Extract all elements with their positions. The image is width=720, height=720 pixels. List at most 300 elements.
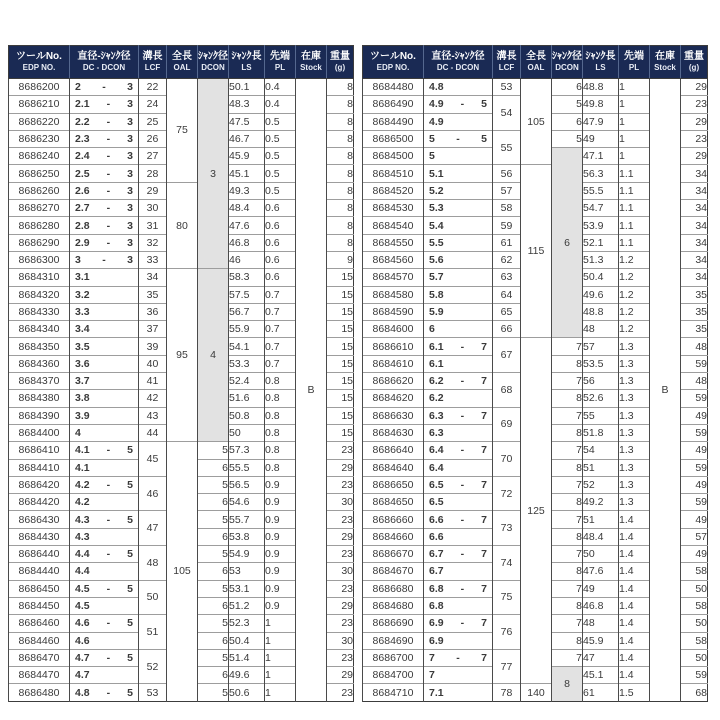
cell-weight: 23 [681,130,708,147]
cell-ls: 50.4 [583,269,619,286]
cell-dcon: 5 [198,511,229,528]
cell-ls: 54.6 [229,494,265,511]
cell-pl: 1 [265,684,296,701]
cell-pl: 1.1 [619,182,650,199]
cell-dc-dcon [70,217,139,234]
cell-dcon: 5 [552,130,583,147]
cell-ls: 51.8 [583,424,619,441]
cell-dc-dcon [70,286,139,303]
dc-value: 5.5 [429,236,444,249]
col-header-en: DC - DCON [436,63,480,72]
cell-lcf: 22 [139,79,167,96]
cell-dcon: 8 [552,355,583,372]
cell-weight: 35 [681,321,708,338]
dc-value: 3.4 [75,323,90,336]
cell-ls: 55.7 [229,511,265,528]
cell-dcon: 5 [198,684,229,701]
cell-edp-no: 8684700 [363,667,424,684]
cell-dc-dcon [424,511,493,528]
cell-pl: 1 [619,96,650,113]
cell-edp-no: 8686290 [9,234,70,251]
cell-ls: 57.5 [229,286,265,303]
dc-value: 2.4 - 3 [75,150,133,163]
cell-edp-no: 8686680 [363,580,424,597]
cell-dcon: 5 [198,615,229,632]
cell-weight: 8 [327,96,354,113]
cell-lcf: 68 [493,373,521,408]
cell-ls: 49.6 [583,286,619,303]
cell-edp-no: 8684470 [9,667,70,684]
cell-oal: 75 [167,79,198,183]
col-header-dc [424,46,493,79]
cell-dc-dcon [424,494,493,511]
cell-edp-no: 8686640 [363,442,424,459]
cell-pl: 1.2 [619,269,650,286]
cell-lcf: 66 [493,321,521,338]
cell-pl: 1.3 [619,442,650,459]
cell-dc-dcon [70,684,139,701]
cell-dcon: 6 [198,563,229,580]
cell-weight: 34 [681,251,708,268]
spec-table-left [8,45,354,702]
cell-dcon: 8 [552,390,583,407]
cell-weight: 34 [681,165,708,182]
cell-lcf: 52 [139,649,167,684]
col-header-jp: 在庫 [301,51,321,62]
cell-ls: 54.9 [229,546,265,563]
cell-edp-no: 8684370 [9,373,70,390]
cell-lcf: 28 [139,165,167,182]
cell-pl: 1.4 [619,649,650,666]
cell-ls: 56 [583,373,619,390]
cell-lcf: 47 [139,511,167,546]
cell-ls: 51 [583,459,619,476]
cell-dc-dcon [70,96,139,113]
cell-weight: 58 [681,563,708,580]
dc-value: 7.1 [429,686,444,699]
cell-dc-dcon [70,649,139,666]
cell-weight: 68 [681,684,708,701]
cell-dc-dcon [70,234,139,251]
col-header-oal [167,46,198,79]
cell-edp-no: 8686650 [363,476,424,493]
col-header-jp: 全長 [172,51,192,62]
cell-pl: 1.3 [619,424,650,441]
cell-ls: 49.2 [583,494,619,511]
cell-dcon: 7 [552,615,583,632]
cell-edp-no: 8684490 [363,113,424,130]
cell-pl: 1.1 [619,217,650,234]
cell-dc-dcon [70,511,139,528]
col-header-jp: 重量 [684,51,704,62]
cell-pl: 0.6 [265,251,296,268]
cell-lcf: 46 [139,476,167,511]
cell-weight: 49 [681,407,708,424]
cell-ls: 52.3 [229,615,265,632]
cell-lcf: 53 [139,684,167,701]
cell-lcf: 26 [139,130,167,147]
col-header-en: (g) [688,63,700,72]
cell-weight: 34 [681,217,708,234]
dc-value: 6.7 [429,565,444,578]
cell-ls: 54 [583,442,619,459]
cell-weight: 48 [681,338,708,355]
cell-pl: 0.6 [265,217,296,234]
dc-value: 6.8 [429,600,444,613]
cell-ls: 47.5 [229,113,265,130]
cell-lcf: 30 [139,200,167,217]
cell-dc-dcon [70,269,139,286]
cell-edp-no: 8684620 [363,390,424,407]
cell-ls: 53.1 [229,580,265,597]
cell-pl: 1.3 [619,338,650,355]
col-header-jp: ｼｬﾝｸ長 [585,51,616,62]
dc-value: 4.1 [75,461,90,474]
cell-ls: 54.1 [229,338,265,355]
col-header-ls [583,46,619,79]
col-header-jp: 溝長 [142,51,163,62]
dc-value: 6.6 - 7 [429,513,487,526]
col-header-en: Stock [300,63,322,72]
cell-edp-no: 8684680 [363,597,424,614]
cell-dc-dcon [424,200,493,217]
cell-ls: 45.9 [229,148,265,165]
dc-value: 5.4 [429,219,444,232]
cell-dc-dcon [424,615,493,632]
cell-ls: 45.1 [229,165,265,182]
cell-ls: 50 [583,546,619,563]
cell-lcf: 76 [493,615,521,650]
cell-edp-no: 8684540 [363,217,424,234]
cell-weight: 29 [681,113,708,130]
cell-weight: 8 [327,79,354,96]
col-header-lcf [139,46,167,79]
cell-dc-dcon [424,165,493,182]
cell-dcon: 7 [552,442,583,459]
cell-ls: 54.7 [583,200,619,217]
cell-pl: 1.4 [619,597,650,614]
dc-value: 5.9 [429,306,444,318]
cell-dcon: 6 [198,632,229,649]
cell-dcon: 7 [552,511,583,528]
cell-stock: B [296,79,327,702]
dc-value: 2.1 - 3 [75,98,133,111]
cell-pl: 0.4 [265,96,296,113]
cell-ls: 56.5 [229,476,265,493]
cell-lcf: 42 [139,390,167,407]
cell-dc-dcon [70,338,139,355]
cell-dc-dcon [424,563,493,580]
cell-ls: 50 [229,424,265,441]
cell-ls: 52 [583,476,619,493]
cell-pl: 0.9 [265,476,296,493]
cell-dc-dcon [70,251,139,268]
cell-edp-no: 8686430 [9,511,70,528]
cell-pl: 0.9 [265,511,296,528]
cell-oal: 95 [167,269,198,442]
cell-weight: 29 [681,79,708,96]
cell-lcf: 41 [139,373,167,390]
cell-ls: 53 [229,563,265,580]
cell-weight: 8 [327,200,354,217]
cell-edp-no: 8684410 [9,459,70,476]
cell-pl: 0.9 [265,528,296,545]
cell-pl: 1 [619,130,650,147]
cell-pl: 1.3 [619,459,650,476]
cell-dc-dcon [70,355,139,372]
cell-pl: 0.8 [265,390,296,407]
cell-edp-no: 8684610 [363,355,424,372]
cell-lcf: 36 [139,303,167,320]
cell-dc-dcon [424,321,493,338]
cell-ls: 49 [583,580,619,597]
cell-weight: 29 [681,148,708,165]
cell-stock: B [650,79,681,702]
cell-ls: 61 [583,684,619,701]
dc-value: 3.8 [75,392,90,405]
dc-value: 6.3 [429,427,444,440]
cell-dc-dcon [70,597,139,614]
cell-weight: 15 [327,286,354,303]
cell-pl: 1 [619,113,650,130]
cell-ls: 48 [583,321,619,338]
cell-ls: 51.6 [229,390,265,407]
table-row [9,79,354,96]
col-header-jp: ｼｬﾝｸ長 [231,51,262,62]
cell-lcf: 45 [139,442,167,477]
cell-pl: 1.3 [619,476,650,493]
cell-edp-no: 8686660 [363,511,424,528]
cell-dcon: 7 [552,373,583,390]
cell-edp-no: 8686230 [9,130,70,147]
cell-weight: 35 [681,303,708,320]
cell-lcf: 78 [493,684,521,701]
col-header-en: DC - DCON [82,63,126,72]
cell-dcon: 6 [198,528,229,545]
cell-edp-no: 8686210 [9,96,70,113]
dc-value: 2.3 - 3 [75,133,133,146]
cell-lcf: 65 [493,303,521,320]
cell-pl: 1.2 [619,303,650,320]
cell-pl: 1.3 [619,355,650,372]
cell-lcf: 33 [139,251,167,268]
cell-pl: 1.3 [619,494,650,511]
cell-pl: 1.1 [619,234,650,251]
cell-edp-no: 8686300 [9,251,70,268]
col-header-ls [229,46,265,79]
cell-pl: 1.4 [619,667,650,684]
col-header-jp: ツールNo. [16,51,62,62]
cell-pl: 1.5 [619,684,650,701]
cell-ls: 47.1 [583,148,619,165]
cell-ls: 48.8 [583,79,619,96]
cell-dcon: 8 [552,459,583,476]
cell-ls: 50.8 [229,407,265,424]
cell-oal: 125 [521,338,552,684]
cell-pl: 0.9 [265,597,296,614]
cell-dc-dcon [424,667,493,684]
col-header-edp [363,46,424,79]
cell-pl: 1.2 [619,286,650,303]
dc-value: 4.3 - 5 [75,513,133,526]
cell-weight: 59 [681,494,708,511]
cell-pl: 0.4 [265,79,296,96]
col-header-jp: 全長 [526,51,546,62]
cell-dc-dcon [424,580,493,597]
cell-lcf: 62 [493,251,521,268]
cell-lcf: 34 [139,269,167,286]
cell-weight: 34 [681,200,708,217]
cell-lcf: 58 [493,200,521,217]
cell-weight: 30 [327,494,354,511]
cell-dc-dcon [70,476,139,493]
dc-value: 5 [429,150,435,163]
cell-ls: 50.1 [229,79,265,96]
cell-weight: 34 [681,269,708,286]
dc-value: 5.8 [429,288,444,301]
cell-lcf: 50 [139,580,167,615]
cell-lcf: 75 [493,580,521,615]
cell-ls: 57 [583,338,619,355]
col-header-stock [296,46,327,79]
cell-pl: 0.7 [265,286,296,303]
cell-weight: 9 [327,251,354,268]
cell-edp-no: 8684390 [9,407,70,424]
cell-weight: 50 [681,615,708,632]
dc-value: 3.6 [75,357,90,370]
cell-edp-no: 8684380 [9,390,70,407]
cell-weight: 8 [327,182,354,199]
dc-value: 6.5 [429,496,444,509]
dc-value: 3.3 [75,306,90,318]
cell-dc-dcon [424,113,493,130]
cell-weight: 8 [327,217,354,234]
cell-edp-no: 8686220 [9,113,70,130]
cell-dcon: 6 [198,597,229,614]
cell-dc-dcon [70,494,139,511]
dc-value: 6.3 - 7 [429,409,487,422]
cell-ls: 45.9 [583,632,619,649]
dc-value: 4.4 [75,565,90,578]
cell-edp-no: 8684690 [363,632,424,649]
cell-pl: 1.4 [619,632,650,649]
cell-lcf: 77 [493,649,521,684]
cell-weight: 15 [327,321,354,338]
cell-pl: 1.2 [619,321,650,338]
cell-weight: 30 [327,632,354,649]
cell-dc-dcon [70,79,139,96]
dc-value: 2.5 - 3 [75,167,133,180]
cell-pl: 1.3 [619,373,650,390]
dc-value: 6.5 - 7 [429,478,487,491]
cell-dcon: 6 [198,667,229,684]
cell-weight: 23 [327,476,354,493]
cell-edp-no: 8684510 [363,165,424,182]
cell-weight: 29 [327,667,354,684]
cell-edp-no: 8684500 [363,148,424,165]
cell-lcf: 43 [139,407,167,424]
dc-value: 6.6 [429,530,444,543]
col-header-en: OAL [173,63,191,72]
cell-ls: 51.3 [583,251,619,268]
cell-oal: 105 [521,79,552,165]
cell-edp-no: 8686500 [363,130,424,147]
cell-edp-no: 8684520 [363,182,424,199]
cell-dc-dcon [70,459,139,476]
cell-dc-dcon [70,615,139,632]
cell-weight: 15 [327,390,354,407]
cell-lcf: 74 [493,546,521,581]
cell-edp-no: 8684440 [9,563,70,580]
col-header-lcf [493,46,521,79]
cell-dc-dcon [70,165,139,182]
dc-value: 4.8 [429,81,444,94]
cell-weight: 57 [681,528,708,545]
cell-pl: 1.4 [619,615,650,632]
cell-weight: 23 [327,511,354,528]
cell-weight: 49 [681,546,708,563]
cell-dc-dcon [70,580,139,597]
cell-ls: 51.4 [229,649,265,666]
cell-lcf: 27 [139,148,167,165]
cell-dcon: 8 [552,632,583,649]
cell-ls: 48.3 [229,96,265,113]
cell-ls: 57.3 [229,442,265,459]
cell-dc-dcon [424,597,493,614]
cell-pl: 0.9 [265,546,296,563]
cell-pl: 1.2 [619,251,650,268]
cell-weight: 29 [327,528,354,545]
cell-ls: 55 [583,407,619,424]
cell-pl: 0.9 [265,494,296,511]
cell-dcon: 4 [198,269,229,442]
cell-dcon: 8 [552,528,583,545]
cell-pl: 1.3 [619,390,650,407]
cell-dc-dcon [70,130,139,147]
cell-dc-dcon [424,373,493,390]
cell-weight: 49 [681,476,708,493]
cell-dcon: 7 [552,649,583,666]
cell-weight: 34 [681,182,708,199]
col-header-wt [681,46,708,79]
cell-dcon: 7 [552,476,583,493]
col-header-jp: ｼｬﾝｸ径 [552,51,582,62]
cell-edp-no: 8684340 [9,321,70,338]
cell-dcon: 8 [552,667,583,702]
dc-value: 6.1 [429,357,444,370]
cell-lcf: 29 [139,182,167,199]
cell-lcf: 69 [493,407,521,442]
cell-lcf: 51 [139,615,167,650]
cell-ls: 55.5 [229,459,265,476]
cell-pl: 0.8 [265,407,296,424]
cell-dcon: 5 [198,546,229,563]
cell-ls: 46.8 [583,597,619,614]
dc-value: 2.9 - 3 [75,236,133,249]
cell-edp-no: 8686490 [363,96,424,113]
cell-lcf: 39 [139,338,167,355]
cell-pl: 1.4 [619,580,650,597]
col-header-dcon [198,46,229,79]
cell-dc-dcon [424,182,493,199]
cell-weight: 15 [327,424,354,441]
cell-weight: 23 [327,649,354,666]
cell-lcf: 63 [493,269,521,286]
cell-ls: 51.2 [229,597,265,614]
cell-pl: 0.8 [265,442,296,459]
cell-weight: 23 [327,442,354,459]
cell-dc-dcon [424,390,493,407]
